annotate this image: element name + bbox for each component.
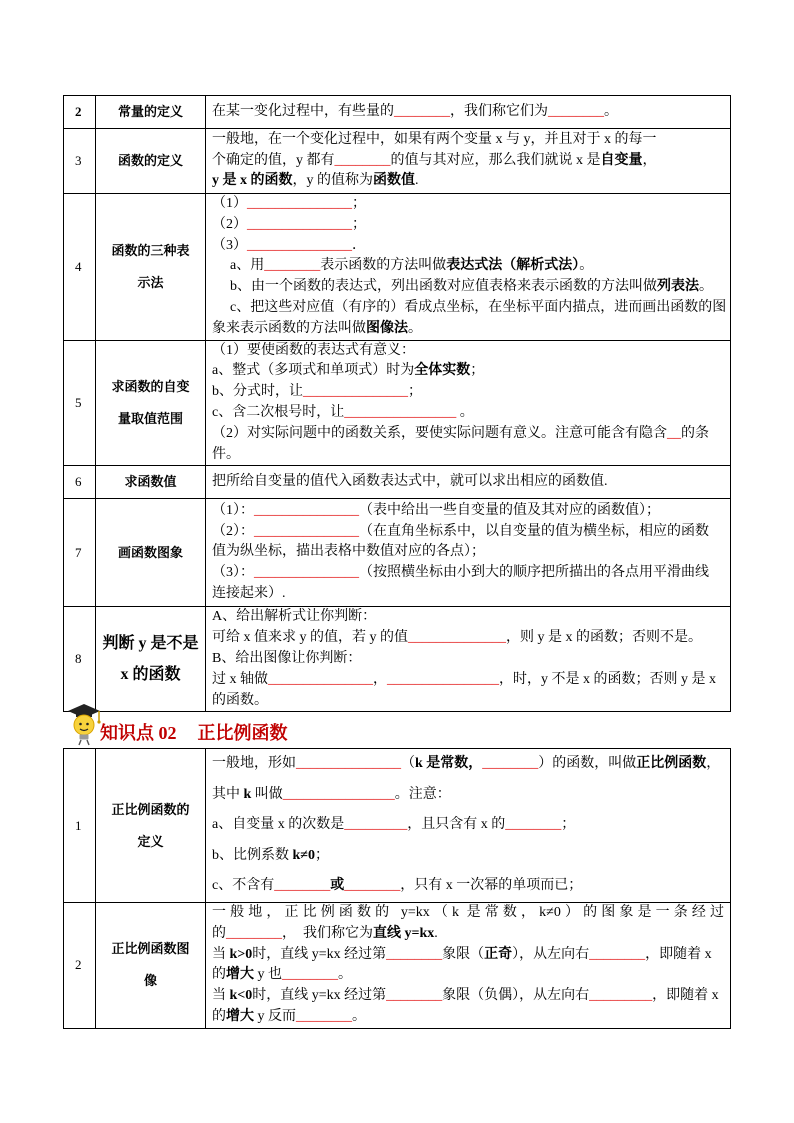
table-row-5 — [64, 340, 731, 466]
text-segment: 的 — [212, 925, 226, 941]
table-row-7 — [64, 499, 731, 607]
content-line — [212, 607, 724, 628]
content-line — [212, 403, 724, 424]
concept-name-line: 求函数值 — [124, 474, 177, 490]
content-line — [212, 382, 724, 403]
table-row-3 — [64, 129, 731, 194]
text-segment: （3） — [212, 237, 247, 253]
table-row-2 — [64, 96, 731, 129]
answer-blank: ________ — [386, 946, 443, 962]
text-segment: 过 x 轴做 — [212, 671, 268, 687]
concept-name-line: 求函数的自变 — [111, 378, 190, 394]
concept-content — [206, 499, 731, 607]
concept-name-line: 正比例函数的 — [111, 801, 190, 817]
content-line — [212, 236, 724, 257]
concept-content — [206, 607, 731, 712]
text-segment: 。 — [408, 320, 422, 336]
table-body — [64, 749, 731, 1029]
text-segment: ， — [642, 152, 657, 168]
text-segment: 象来表示函数的方法叫做 — [212, 320, 366, 336]
content-line — [212, 986, 724, 1007]
content-line — [212, 965, 724, 986]
row-number: 6 — [64, 466, 96, 499]
text-segment: 象限（ — [442, 946, 485, 962]
text-segment: ，且只含有 x 的 — [407, 817, 506, 833]
answer-blank: ________ — [296, 1008, 352, 1024]
bold-text: 表达式法（解析式法） — [446, 258, 580, 274]
concept-name-line: 判断 y 是不是 — [102, 635, 199, 653]
content-line — [212, 277, 724, 298]
content-line — [212, 649, 724, 670]
answer-blank: ________ — [482, 756, 539, 772]
text-segment: ； — [314, 847, 329, 863]
answer-blank: ________ — [548, 103, 604, 119]
text-segment: 时，直线 y=kx 经过第 — [252, 946, 387, 962]
answer-blank: _______________ — [268, 671, 373, 687]
concept-name-line: 示法 — [137, 274, 164, 290]
text-segment: 时，直线 y=kx 经过第 — [252, 988, 387, 1004]
heading-label: 知识点 02 — [100, 723, 177, 743]
row-number: 5 — [64, 340, 96, 466]
content-line — [212, 215, 724, 236]
bold-text: 图像法 — [366, 320, 408, 336]
row-number: 3 — [64, 129, 96, 194]
text-segment: 一般地，在一个变化过程中，如果有两个变量 x 与 y，并且对于 x 的每一 — [212, 131, 657, 147]
content-line — [212, 691, 724, 712]
answer-blank: _______________ — [254, 565, 359, 581]
text-segment: 表示函数的方法叫做 — [320, 258, 447, 274]
text-segment: 。 — [456, 404, 474, 420]
row-number: 4 — [64, 194, 96, 341]
content-line — [212, 501, 724, 522]
content-line — [212, 151, 724, 172]
concept-content — [206, 194, 731, 341]
text-segment: 值为纵坐标，描出表格中数值对应的各点）； — [212, 544, 485, 560]
answer-blank: _______________ — [247, 216, 352, 232]
answer-blank: ________ — [505, 817, 562, 833]
text-segment: （3）： — [212, 565, 254, 581]
answer-blank: ________ — [589, 946, 646, 962]
concept-name-line: x 的函数 — [120, 666, 181, 684]
concept-name-line: 函数的三种表 — [111, 242, 190, 258]
text-segment: （2）： — [212, 523, 254, 539]
knowledge-table-2 — [63, 748, 731, 1029]
bold-text: 列表法 — [657, 279, 699, 295]
text-segment: 个确定的值，y 都有 — [212, 152, 335, 168]
text-segment: ． — [352, 237, 366, 253]
answer-blank: ________________ — [387, 671, 499, 687]
content-line — [212, 584, 724, 605]
answer-blank: _________ — [344, 817, 408, 833]
content-line — [212, 924, 724, 945]
section-heading — [100, 721, 288, 745]
text-segment: 。注意： — [394, 786, 451, 802]
text-segment: y 也 — [254, 967, 282, 983]
content-line — [212, 445, 724, 466]
concept-name-line: 画函数图象 — [117, 544, 183, 560]
text-segment: ，只有 x 一次幂的单项而已； — [400, 878, 583, 894]
bold-text: 正比例函数 — [636, 756, 707, 772]
text-segment: 。 — [352, 1008, 366, 1024]
bold-text: k>0 — [229, 946, 253, 962]
content-line — [212, 563, 724, 584]
text-segment: 件。 — [212, 446, 240, 462]
text-segment: . — [415, 173, 419, 189]
content-line — [212, 102, 724, 123]
content-line — [212, 871, 724, 902]
text-segment: a、自变量 x 的次数是 — [212, 817, 345, 833]
content-line — [212, 341, 724, 362]
answer-blank: ________ — [334, 152, 391, 168]
row-number: 2 — [64, 903, 96, 1029]
text-segment: B、给出图像让你判断： — [212, 650, 362, 666]
text-segment: 。 — [579, 258, 594, 274]
content-line — [212, 472, 724, 493]
content-line — [212, 780, 724, 811]
row-number: 2 — [64, 96, 96, 129]
answer-blank: ________ — [386, 988, 443, 1004]
concept-content — [206, 96, 731, 129]
row-number: 1 — [64, 749, 96, 903]
concept-content — [206, 340, 731, 466]
text-segment: ，时，y 不是 x 的函数；否则 y 是 x — [499, 671, 716, 687]
content-line — [212, 171, 724, 192]
text-segment: （1） — [212, 196, 247, 211]
concept-name-line: 定义 — [137, 833, 164, 849]
answer-blank: _________ — [589, 988, 653, 1004]
concept-name-line: 函数的定义 — [117, 153, 183, 168]
scholar-lightbulb-icon — [66, 702, 102, 746]
answer-blank: ________________ — [282, 786, 395, 802]
text-segment: ）的函数，叫做 — [538, 756, 637, 772]
text-segment: 的函数。 — [212, 692, 268, 708]
text-segment: （在直角坐标系中，以自变量的值为横坐标，相应的函数 — [359, 523, 709, 539]
text-segment: a、用 — [230, 258, 265, 274]
concept-name — [96, 194, 206, 341]
answer-blank: ________ — [226, 925, 282, 941]
text-segment: ； — [408, 384, 422, 400]
text-segment: b、由一个函数的表达式，列出函数对应值表格来表示函数的方法叫做 — [230, 279, 657, 295]
text-segment: ； — [561, 817, 576, 833]
text-segment: ，即随着 x — [652, 988, 719, 1004]
text-segment: ，y 的值称为 — [292, 173, 373, 189]
knowledge-table-1 — [63, 95, 731, 712]
concept-name — [96, 340, 206, 466]
concept-name — [96, 607, 206, 712]
text-segment: 的条 — [681, 425, 709, 441]
content-line — [212, 298, 727, 319]
answer-blank: _______________ — [296, 756, 401, 772]
text-segment: c、把这些对应值（有序的）看成点坐标，在坐标平面内描点，进而画出函数的图 — [230, 299, 727, 315]
table-row-1 — [64, 749, 731, 903]
answer-blank: ________ — [264, 258, 321, 274]
answer-blank: _______________ — [247, 196, 352, 211]
bold-text: 函数值 — [373, 173, 415, 189]
text-segment: 当 — [212, 988, 230, 1004]
concept-name — [96, 96, 206, 129]
text-segment: ； — [352, 216, 366, 232]
bold-text: 全体实数 — [414, 363, 471, 379]
text-segment: 的 — [212, 967, 226, 983]
text-segment: 连接起来）. — [212, 586, 286, 602]
row-number: 8 — [64, 607, 96, 712]
bold-text: k<0 — [229, 988, 253, 1004]
concept-name — [96, 466, 206, 499]
answer-blank: _______________ — [254, 502, 359, 518]
text-segment: 象限（负偶），从左向右 — [442, 988, 590, 1004]
text-segment: 其中 — [212, 786, 244, 802]
bold-text: k 是常数， — [415, 756, 483, 772]
text-segment: （1）： — [212, 502, 254, 518]
answer-blank: ______________ — [408, 630, 506, 646]
concept-name — [96, 749, 206, 903]
answer-blank: _______________ — [247, 237, 352, 253]
text-segment: b、比例系数 — [212, 847, 293, 863]
bold-text: k≠0 — [292, 847, 315, 863]
content-line — [212, 628, 724, 649]
text-segment: 当 — [212, 946, 230, 962]
answer-blank: _______________ — [303, 384, 408, 400]
text-segment: a、整式（多项式和单项式）时为 — [212, 363, 415, 379]
table-row-2 — [64, 903, 731, 1029]
text-segment: 一般地，形如 — [212, 756, 296, 772]
content-line — [212, 903, 724, 924]
text-segment: y 反而 — [254, 1008, 296, 1024]
content-line — [212, 810, 724, 841]
table-row-8 — [64, 607, 731, 712]
concept-content — [206, 129, 731, 194]
text-segment: 把所给自变量的值代入函数表达式中，就可以求出相应的函数值. — [212, 473, 608, 489]
content-line — [212, 841, 724, 872]
table-body — [64, 96, 731, 712]
text-segment: （1）要使函数的表达式有意义： — [212, 342, 415, 358]
table-row-6 — [64, 466, 731, 499]
text-segment: 一般地，正比例函数的 y=kx（k 是常数，k≠0）的图象是一条经过 — [212, 905, 724, 920]
heading-title: 正比例函数 — [197, 723, 288, 743]
text-segment: ； — [470, 363, 485, 379]
text-segment: 。 — [604, 103, 618, 119]
text-segment: 在某一变化过程中，有些量的 — [212, 103, 394, 119]
content-line — [212, 424, 724, 445]
bold-text: y 是 x 的函数 — [212, 173, 293, 189]
bold-text: 增大 — [226, 967, 254, 983]
content-line — [212, 361, 724, 382]
concept-content — [206, 466, 731, 499]
text-segment: ， 我们称它为 — [282, 925, 373, 941]
text-segment: c、含二次根号时，让 — [212, 404, 345, 420]
text-segment: ，即随着 x — [645, 946, 712, 962]
text-segment: （ — [401, 756, 415, 772]
bold-text: 正奇 — [484, 946, 513, 962]
text-segment: 的值与其对应，那么我们就说 x 是 — [390, 152, 601, 168]
text-segment: ，则 y 是 x 的函数；否则不是。 — [506, 630, 702, 646]
text-segment: A、给出解析式让你判断： — [212, 609, 377, 625]
answer-blank: ________ — [274, 878, 331, 894]
bold-text: 直线 y=kx — [373, 925, 435, 941]
content-line — [212, 130, 724, 151]
content-line — [212, 194, 724, 215]
concept-name — [96, 129, 206, 194]
row-number: 7 — [64, 499, 96, 607]
answer-blank: ________ — [282, 967, 338, 983]
text-segment: ），从左向右 — [512, 946, 590, 962]
concept-name — [96, 903, 206, 1029]
content-line — [212, 749, 724, 780]
content-line — [212, 522, 724, 543]
text-segment: 。 — [338, 967, 352, 983]
text-segment: 的 — [212, 1008, 226, 1024]
content-line — [212, 542, 724, 563]
concept-name-line: 量取值范围 — [117, 410, 183, 426]
answer-blank: __ — [667, 425, 681, 441]
answer-blank: ________________ — [344, 404, 457, 420]
text-segment: ，我们称它们为 — [450, 103, 548, 119]
concept-content — [206, 749, 731, 903]
text-segment: 叫做 — [251, 786, 283, 802]
text-segment: ， — [373, 671, 387, 687]
text-segment: （按照横坐标由小到大的顺序把所描出的各点用平滑曲线 — [359, 565, 709, 581]
concept-name-line: 正比例函数图 — [111, 941, 190, 957]
text-segment: ； — [352, 196, 366, 211]
content-line — [212, 319, 724, 340]
bold-text: k — [243, 786, 252, 802]
text-segment: （2） — [212, 216, 247, 232]
bold-text: 增大 — [226, 1008, 254, 1024]
text-segment: 。 — [699, 279, 713, 295]
content-line — [212, 945, 724, 966]
text-segment: ， — [706, 756, 721, 772]
text-segment: b、分式时，让 — [212, 384, 303, 400]
concept-content — [206, 903, 731, 1029]
content-line — [212, 1007, 724, 1028]
concept-name-line: 常量的定义 — [117, 104, 183, 119]
answer-blank: ________ — [344, 878, 401, 894]
content-line — [212, 256, 724, 277]
text-segment: . — [434, 925, 438, 941]
text-segment: （表中给出一些自变量的值及其对应的函数值）； — [359, 502, 660, 518]
text-segment: 可给 x 值来求 y 的值，若 y 的值 — [212, 630, 408, 646]
answer-blank: _______________ — [254, 523, 359, 539]
concept-name-line: 像 — [143, 973, 157, 989]
bold-text: 自变量 — [600, 152, 643, 168]
table-row-4 — [64, 194, 731, 341]
concept-name — [96, 499, 206, 607]
bold-text: 或 — [330, 878, 345, 894]
text-segment: （2）对实际问题中的函数关系，要使实际问题有意义。注意可能含有隐含 — [212, 425, 667, 441]
answer-blank: ________ — [394, 103, 450, 119]
text-segment: c、不含有 — [212, 878, 275, 894]
content-line — [212, 670, 724, 691]
